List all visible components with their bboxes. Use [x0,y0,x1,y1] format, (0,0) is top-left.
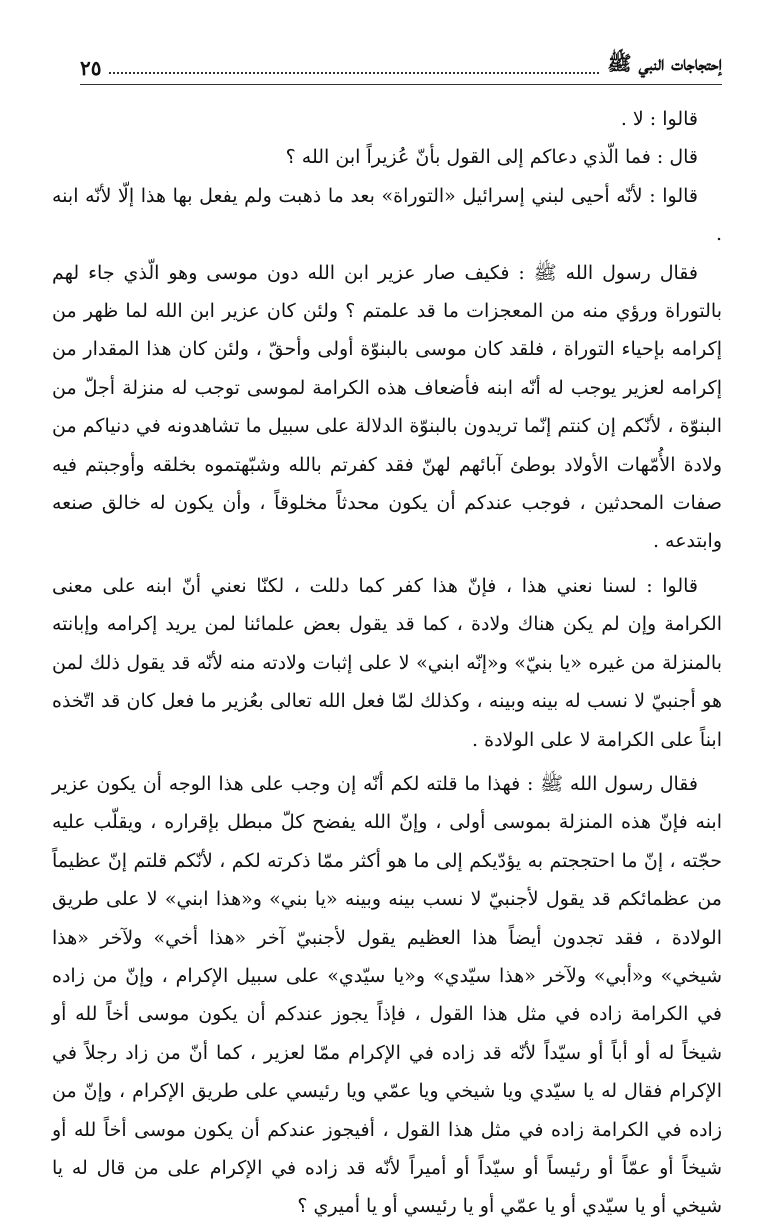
page-header [80,40,722,85]
paragraph: قال : فما الّذي دعاكم إلى القول بأنّ عُزيراً ابن الله ؟ [285,146,698,169]
paragraph: قالوا : لسنا نعني هذا ، فإنّ هذا كفر كما دللت ، لكنّا نعني أنّ ابنه على معنى الكرامة وإن لم يكن هناك ولادة ، كما قد يقول بعض علمائنا لمن يريد إكرامه وإبانته بالمنزلة من غيره «يا بنيّ» و«إنّه ابني» لا على إثبات ولادته منه لأنّه قد يقول ذلك لمن هو أجنبيّ لا نسب له بينه وبينه ، وكذلك لمّا فعل الله تعالى بعُزير ما فعل كان قد اتّخذه ابناً على الكرامة لا على الولادة . [52,574,722,751]
paragraph: فقال رسول الله ﷺ : فهذا ما قلته لكم أنّه إن وجب على هذا الوجه أن يكون عزير ابنه فإنّ هذه المنزلة بموسى أولى ، وإنّ الله يفضح كلّ مبطل بإقراره ، ويقلّب عليه حجّته ، إنّ ما احتججتم به يؤدّيكم إلى ما هو أكثر ممّا ذكرته لكم ، لأنّكم قلتم إنّ عظيماً من عظمائكم قد يقول لأجنبيّ لا نسب بينه وبينه «يا بني» و«هذا ابني» لا على طريق الولادة ، فقد تجدون أيضاً هذا العظيم يقول لأجنبيّ آخر «هذا أخي» ولآخر «هذا شيخي» و«أبي» ولآخر «هذا سيّدي» و«يا سيّدي» على سبيل الإكرام ، وإنّ من زاده في الكرامة زاده في مثل هذا القول ، فإذاً يجوز عندكم أن يكون موسى أخاً لله أو شيخاً له أو أباً أو سيّداً لأنّه قد زاده في الإكرام ممّا لعزير ، كما أنّ من زاد رجلاً في الإكرام فقال له يا سيّدي ويا شيخي ويا عمّي ويا رئيسي على طريق الإكرام ، وإنّ من زاده في الكرامة زاده في مثل هذا القول ، أفيجوز عندكم أن يكون موسى أخاً لله أو شيخاً أو عمّاً أو رئيساً أو سيّداً أو أميراً لأنّه قد زاده في الإكرام على من قال له يا شيخي أو يا سيّدي أو يا عمّي أو يا رئيسي أو يا أميري ؟ [52,772,722,1218]
paragraph: قالوا : لأنّه أحيى لبني إسرائيل «التوراة» بعد ما ذهبت ولم يفعل بها هذا إلّا لأنّه ابنه . [52,184,722,246]
body-text [52,100,722,1226]
page-number: ٢٥ [80,56,102,80]
header-dot-leader [109,72,599,74]
running-title: إحتجاجات النبي ﷺ [607,51,722,75]
paragraph: فقال رسول الله ﷺ : فكيف صار عزير ابن الله دون موسى وهو الّذي جاء لهم بالتوراة ورؤي منه من المعجزات ما قد علمتم ؟ ولئن كان عزير ابن الله لما ظهر من إكرامه بإحياء التوراة ، فلقد كان موسى بالبنوّة أولى وأحقّ ، ولئن كان هذا المقدار من إكرامه لعزير يوجب له أنّه ابنه فأضعاف هذه الكرامة لموسى توجب له منزلة أجلّ من البنوّة ، لأنّكم إن كنتم إنّما تريدون بالبنوّة الدلالة على سبيل ما تشاهدونه في دنياكم من ولادة الأُمّهات الأولاد بوطئ آبائهم لهنّ فقد كفرتم بالله وشبّهتموه بخلقه وأوجبتم فيه صفات المحدثين ، فوجب عندكم أن يكون محدثاً مخلوقاً ، وأن يكون له خالق صنعه وابتدعه . [52,261,722,553]
paragraph: قالوا : لا . [620,108,698,130]
